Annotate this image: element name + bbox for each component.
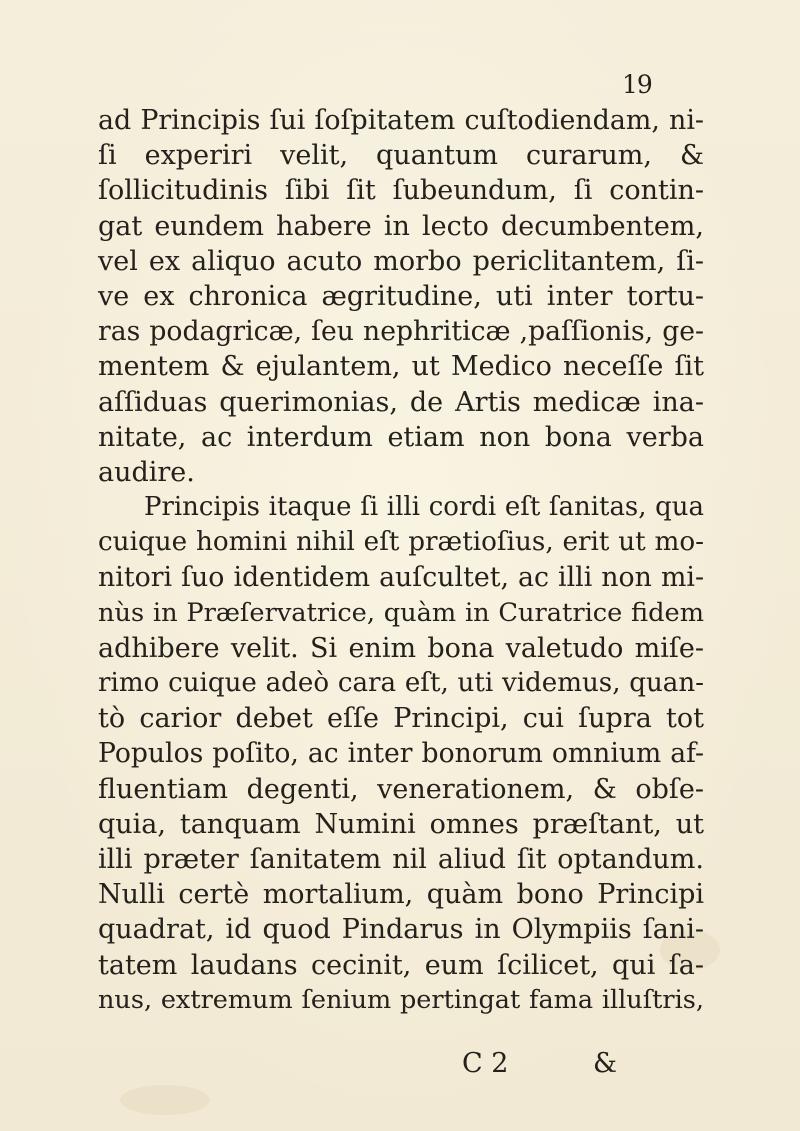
text-line: quia, tanquam Numini omnes præſtant, ut	[98, 808, 704, 840]
text-line: ras podagricæ, ſeu nephriticæ ,paſſionis, ge-	[98, 316, 704, 348]
text-line: Populos poſito, ac inter bonorum omnium af-	[98, 738, 704, 770]
text-line: nitori ſuo identidem auſcultet, ac illi non mi-	[98, 562, 704, 594]
text-line: ſi experiri velit, quantum curarum, &	[98, 140, 704, 172]
text-line: rimo cuique adeò cara eſt, uti videmus, quan-	[98, 668, 704, 698]
text-line: ad Principis ſui ſoſpitatem cuſtodiendam, ni-	[98, 105, 704, 136]
text-line: vel ex aliquo acuto morbo periclitantem, ſi-	[98, 245, 704, 277]
paper-stain	[120, 1085, 210, 1115]
catchword: &	[593, 1048, 618, 1079]
text-line: fluentiam degenti, venerationem, & obſe-	[98, 773, 704, 805]
text-line: ve ex chronica ægritudine, uti inter tortu-	[98, 280, 704, 312]
text-line: adhibere velit. Si enim bona valetudo miſe-	[98, 632, 704, 664]
text-line: aſſiduas querimonias, de Artis medicæ ina-	[98, 386, 704, 418]
page-number: 19	[622, 70, 652, 99]
page-footer	[98, 1046, 704, 1081]
text-line: ſollicitudinis ſibi ſit ſubeundum, ſi contin-	[98, 175, 704, 207]
text-line: nus, extremum ſenium pertingat fama illuſtris,	[98, 984, 704, 1015]
text-line: tatem laudans cecinit, eum ſcilicet, qui ſa-	[98, 949, 704, 981]
text-line: nùs in Præſervatrice, quàm in Curatrice fidem	[98, 597, 704, 628]
signature-mark: C 2	[462, 1048, 509, 1079]
text-line: audire.	[98, 456, 195, 488]
text-line: gat eundem habere in lecto decumbentem,	[98, 210, 704, 242]
text-line: illi præter ſanitatem nil aliud ſit optandum.	[98, 843, 704, 875]
text-line: Nulli certè mortalium, quàm bono Principi	[98, 879, 704, 911]
text-line: mentem & ejulantem, ut Medico neceſſe ſit	[98, 351, 704, 383]
text-line: cuique homini nihil eſt prætioſius, erit ut mo-	[98, 527, 704, 558]
text-line: quadrat, id quod Pindarus in Olympiis ſani-	[98, 914, 704, 946]
text-line: nitate, ac interdum etiam non bona verba	[98, 421, 704, 453]
text-line: tò carior debet eſſe Principi, cui ſupra tot	[98, 703, 704, 735]
body-text	[98, 103, 704, 1018]
text-line: Principis itaque ſi illi cordi eſt ſanitas, qua	[144, 492, 704, 523]
